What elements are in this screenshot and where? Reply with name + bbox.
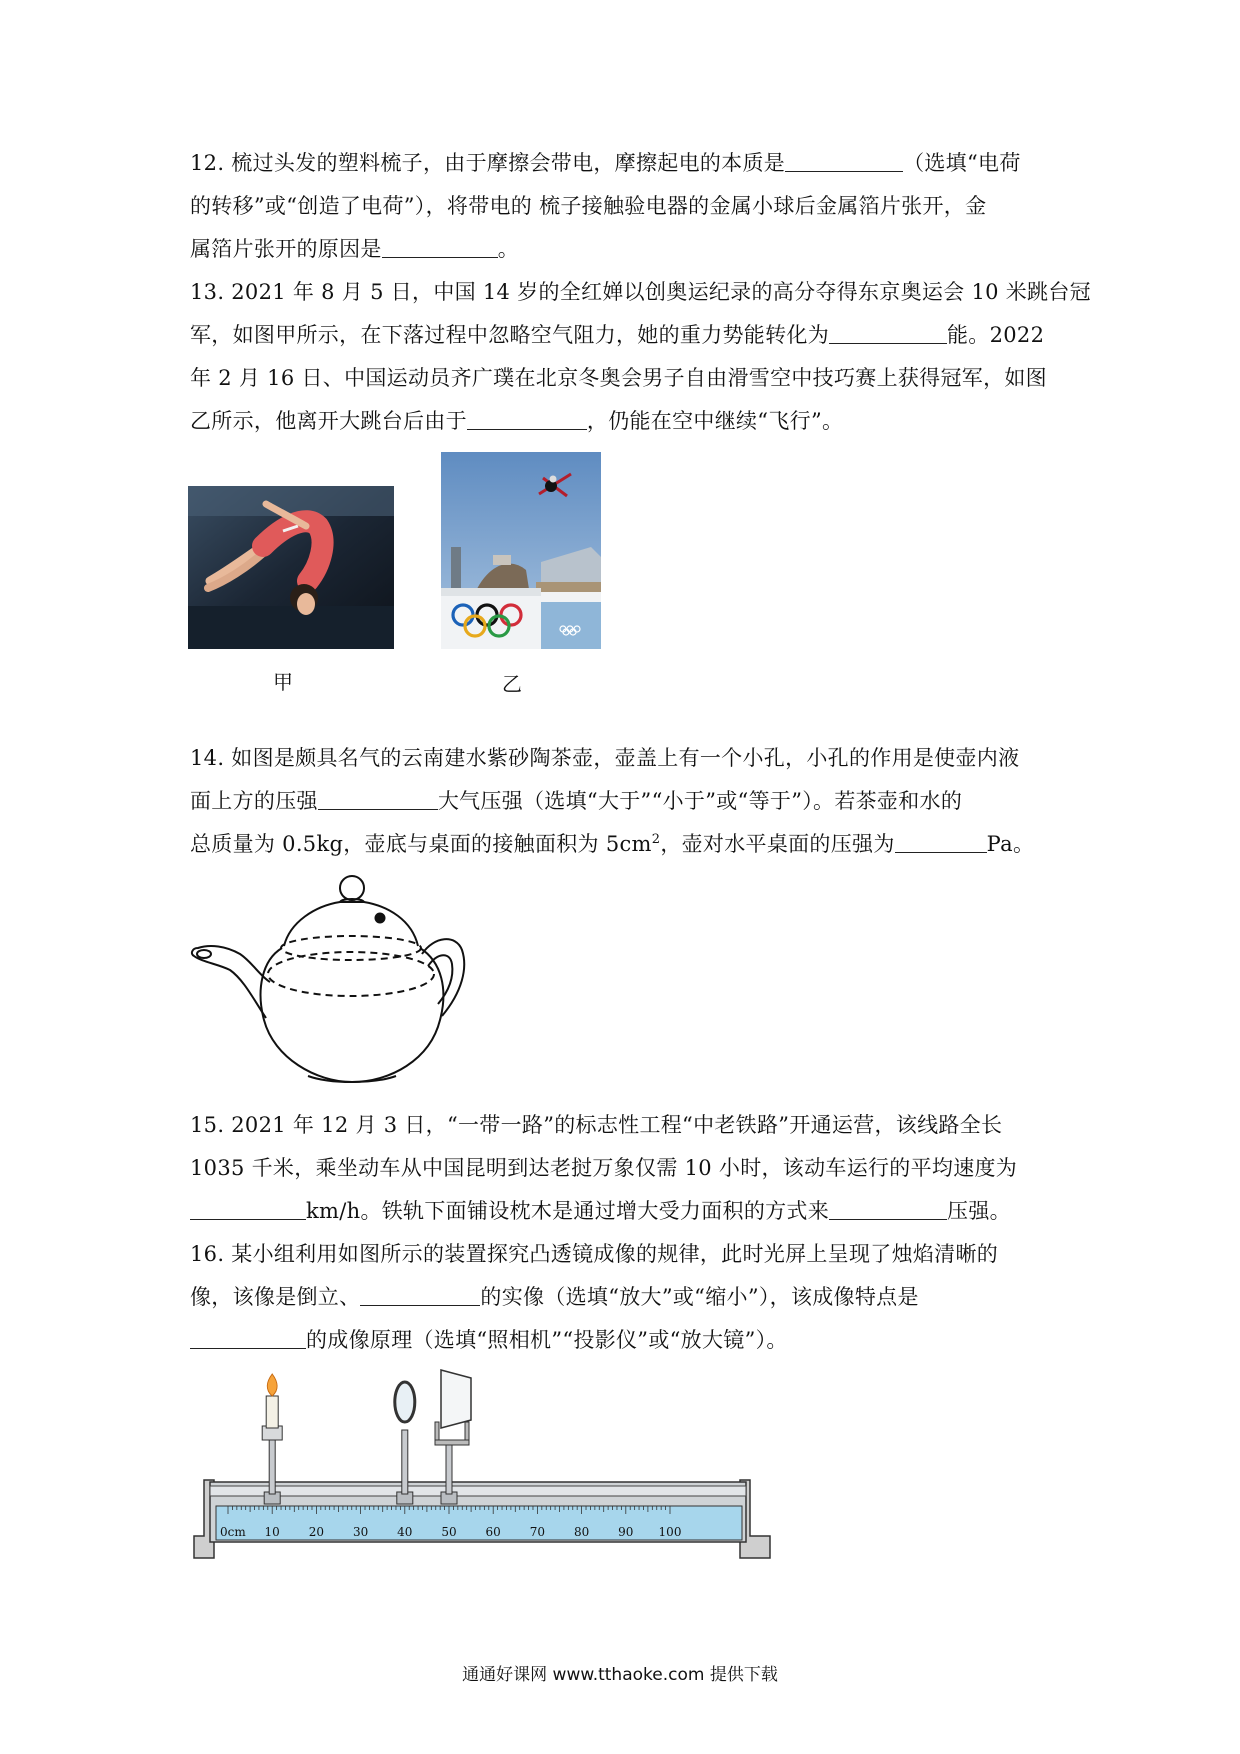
q14-line-2 (190, 786, 962, 816)
answer-blank[interactable] (318, 789, 438, 810)
q13-text: 年 2 月 16 日、中国运动员齐广璞在北京冬奥会男子自由滑雪空中技巧赛上获得冠军，如图 (190, 366, 1047, 390)
caption-jia: 甲 (273, 670, 293, 694)
q15-text: 15. 2021 年 12 月 3 日，“一带一路”的标志性工程“中老铁路”开通运营，该线路全长 (190, 1113, 1003, 1137)
q16-line-1 (190, 1239, 998, 1269)
ruler-tick-label: 40 (397, 1525, 413, 1539)
q16-text: 像，该像是倒立、 (190, 1285, 361, 1309)
ruler-tick-label: 60 (485, 1525, 501, 1539)
q12-line-1 (190, 148, 1021, 178)
skier-image (441, 452, 601, 649)
q16-text: 的实像（选填“放大”或“缩小”），该成像特点是 (480, 1285, 919, 1309)
q13-text: 13. 2021 年 8 月 5 日，中国 14 岁的全红婵以创奥运纪录的高分夺得东京奥运会 10 米跳台冠 (190, 280, 1091, 304)
q15-line-1 (190, 1110, 1002, 1140)
q14-text: Pa。 (986, 832, 1035, 856)
optical-bench-diagram (190, 1368, 790, 1568)
diver-photo (188, 486, 394, 649)
answer-blank[interactable] (360, 1285, 480, 1306)
q13-line-1 (190, 277, 1091, 307)
answer-blank[interactable] (190, 1328, 306, 1349)
caption-yi: 乙 (502, 672, 522, 696)
q13-line-2 (190, 320, 1044, 350)
answer-blank[interactable] (829, 1199, 947, 1220)
ruler-tick-label: 80 (573, 1525, 590, 1539)
q16-line-2 (190, 1282, 919, 1312)
q12-text: （选填“电荷 (903, 151, 1021, 175)
superscript: 2 (651, 832, 661, 847)
q12-text: 的转移”或“创造了电荷”），将带电的 梳子接触验电器的金属小球后金属箔片张开，金 (190, 194, 987, 218)
ruler-tick-label: 50 (441, 1525, 457, 1539)
q15-line-3 (190, 1196, 1011, 1226)
answer-blank[interactable] (190, 1199, 306, 1220)
q14-line-3 (190, 829, 1034, 859)
q12-text: 。 (497, 237, 520, 261)
ruler-tick-label: 20 (308, 1525, 325, 1539)
answer-blank[interactable] (829, 323, 947, 344)
ruler-tick-label: 30 (352, 1525, 369, 1539)
answer-blank[interactable] (382, 237, 498, 258)
answer-blank[interactable] (467, 409, 587, 430)
ruler-tick-label: 100 (658, 1525, 682, 1539)
q15-text: km/h。铁轨下面铺设枕木是通过增大受力面积的方式来 (306, 1199, 830, 1223)
q14-text: 总质量为 0.5kg，壶底与桌面的接触面积为 5cm (190, 832, 652, 856)
q14-text: 大气压强（选填“大于”“小于”或“等于”）。若茶壶和水的 (437, 789, 963, 813)
diver-image (188, 486, 394, 649)
q13-line-3 (190, 363, 1047, 393)
answer-blank[interactable] (785, 151, 903, 172)
q14-text: 面上方的压强 (190, 789, 318, 813)
page-footer: 通通好课网 www.tthaoke.com 提供下载 (462, 1665, 778, 1685)
q16-line-3 (190, 1325, 788, 1355)
skier-photo (441, 452, 601, 649)
answer-blank[interactable] (895, 832, 987, 853)
teapot-diagram (190, 870, 470, 1100)
ruler-unit-label: 0cm (220, 1525, 246, 1539)
q13-text: 能。2022 (947, 323, 1045, 347)
q16-text: 的成像原理（选填“照相机”“投影仪”或“放大镜”）。 (306, 1328, 788, 1352)
q15-line-2 (190, 1153, 1017, 1183)
q12-text: 12. 梳过头发的塑料梳子，由于摩擦会带电，摩擦起电的本质是 (190, 151, 786, 175)
q13-text: 军，如图甲所示，在下落过程中忽略空气阻力，她的重力势能转化为 (190, 323, 829, 347)
q14-text: ，壶对水平桌面的压强为 (660, 832, 895, 856)
q14-text: 14. 如图是颇具名气的云南建水紫砂陶茶壶，壶盖上有一个小孔，小孔的作用是使壶内液 (190, 746, 1020, 770)
q16-text: 16. 某小组利用如图所示的装置探究凸透镜成像的规律，此时光屏上呈现了烛焰清晰的 (190, 1242, 999, 1266)
ruler-tick-label: 70 (529, 1525, 546, 1539)
q12-line-2 (190, 191, 986, 221)
q14-line-1 (190, 743, 1019, 773)
q13-text: ，仍能在空中继续“飞行”。 (586, 409, 844, 433)
q15-text: 压强。 (947, 1199, 1011, 1223)
q12-text: 属箔片张开的原因是 (190, 237, 382, 261)
q13-line-4 (190, 406, 843, 436)
q12-line-3 (190, 234, 519, 264)
q15-text: 1035 千米，乘坐动车从中国昆明到达老挝万象仅需 10 小时，该动车运行的平均速度为 (190, 1156, 1018, 1180)
ruler-tick-label: 10 (264, 1525, 280, 1539)
ruler-tick-label: 90 (618, 1525, 634, 1539)
q13-text: 乙所示，他离开大跳台后由于 (190, 409, 467, 433)
